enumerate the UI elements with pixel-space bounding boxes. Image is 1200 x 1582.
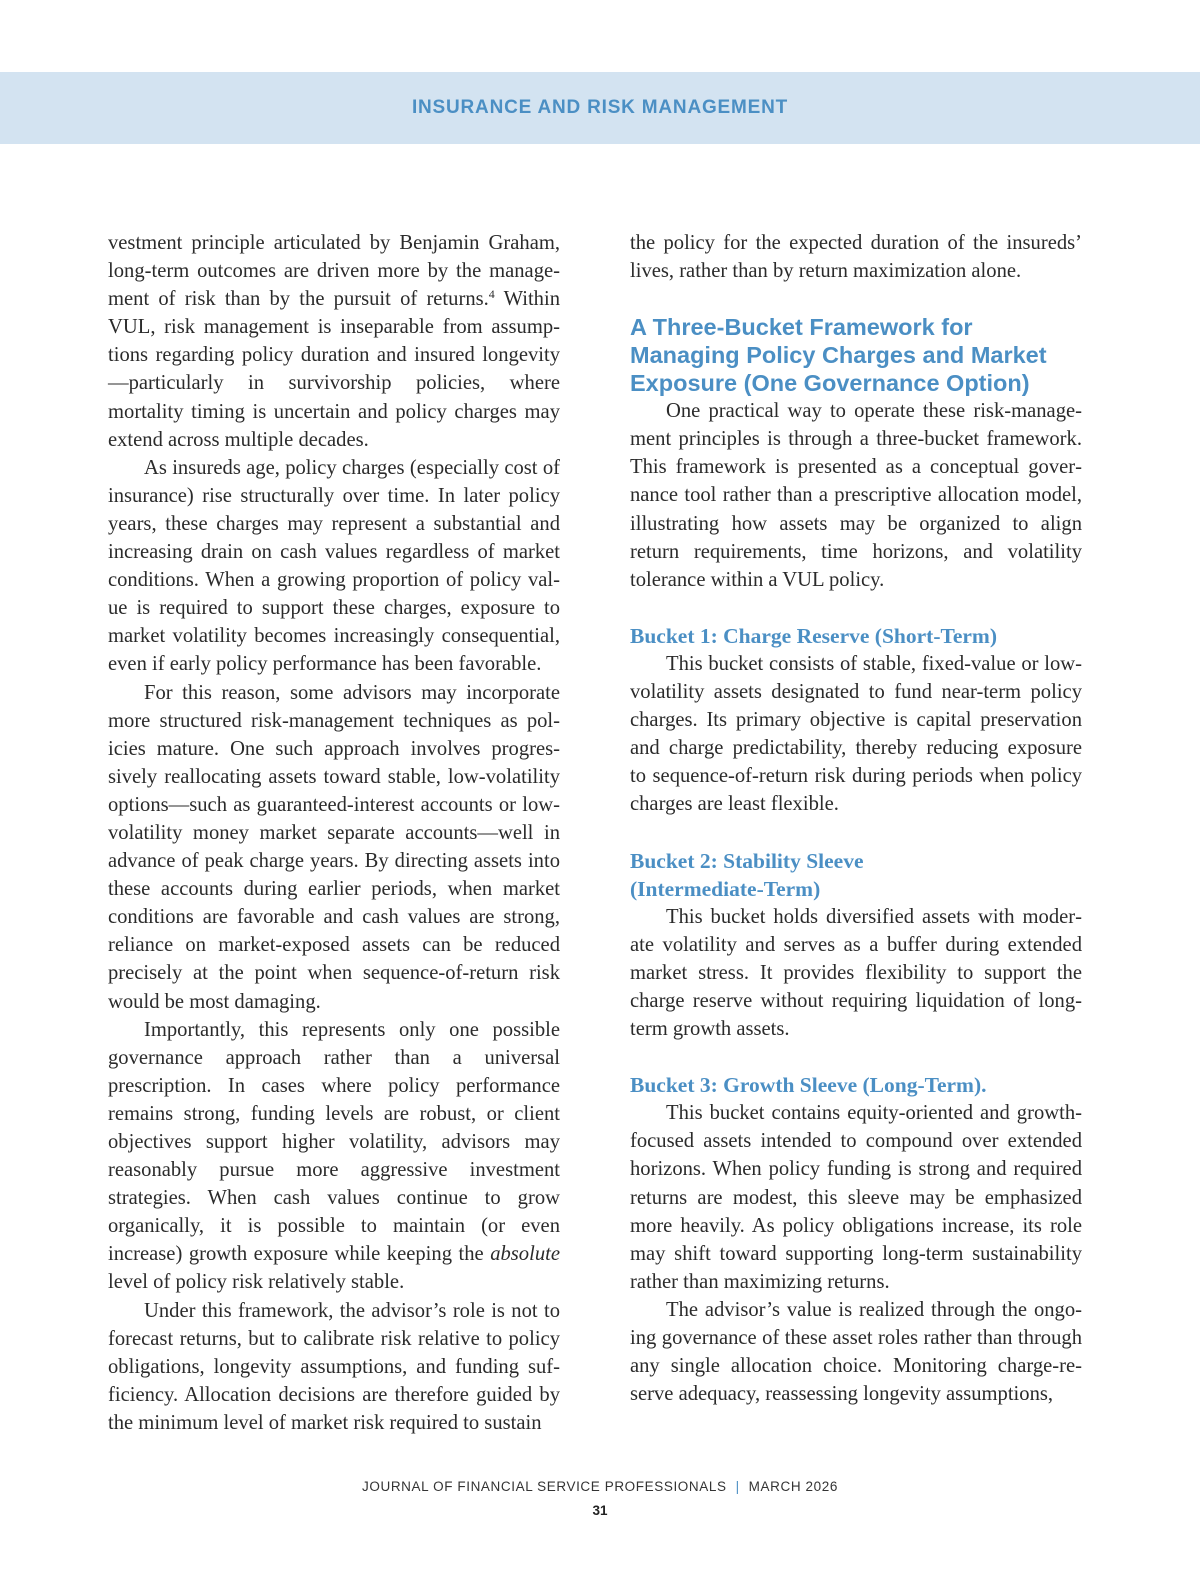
bucket1-heading: Bucket 1: Charge Reserve (Short-Term) [630,623,998,648]
heading-line: Bucket 2: Stability Sleeve [630,848,864,873]
footnote-marker: 4 [488,287,495,302]
left-column [108,229,560,1437]
bucket2-heading [630,847,1082,903]
page-number: 31 [592,1503,608,1518]
spacer [630,594,1082,622]
heading-line: (Intermediate-Term) [630,876,821,901]
section-title: INSURANCE AND RISK MANAGEMENT [411,97,789,118]
paragraph-text: level of policy risk relatively stable. [108,1271,405,1294]
issue-date: MARCH 2026 [748,1479,838,1494]
paragraph-text: Within VUL, risk management is inseparable from assumptions regarding policy duration and insured longevity—particularly in survivorship policies, where mortality timing is uncertain and policy charges may extend across multiple decades. [108,288,560,451]
spacer [630,819,1082,847]
paragraph-text: Importantly, this represents only one possible governance approach rather than a universal prescription. In cases where policy performance remains strong, funding levels are robust, or client objectives support higher volatility, advisors may reasonably pursue more aggressive investment strategies. When cash values continue to grow organically, it is possible to maintain (or even increase) growth exposure while keeping the [108,1018,560,1266]
footer-separator: | [735,1479,740,1494]
paragraph-framework-intro: One practical way to operate these risk-management principles is through a three-bucket framework. This framework is presented as a conceptual governance tool rather than a prescriptive allocation model, illustrating how assets may be organized to align return requirements, time horizons, and volatility tolerance within a VUL policy. [630,400,1082,591]
bucket3-heading: Bucket 3: Growth Sleeve (Long-Term). [630,1073,987,1098]
paragraph-closing: The advisor’s value is realized through the ongoing governance of these asset roles rather than through any single allocation choice. Monitoring charge-reserve adequacy, reassessing longevity assumptions, [630,1298,1082,1406]
paragraph-continuation: the policy for the expected duration of the insureds’ lives, rather than by return maximization alone. [630,232,1082,283]
section-header-band [0,72,1200,144]
paragraph-bucket1: This bucket consists of stable, fixed-value or low-volatility assets designated to fund near-term policy charges. Its primary objective is capital preservation and charge predictability, thereby reducing exposure to sequence-of-return risk during periods when policy charges are least flexible. [630,652,1082,816]
paragraph-bucket3: This bucket contains equity-oriented and growth-focused assets intended to compound over extended horizons. When policy funding is strong and required returns are modest, this sleeve may be emphasized more heavily. As policy obligations increase, its role may shift toward supporting long-term sustainability rather than maximizing returns. [630,1102,1082,1293]
section-heading: A Three-Bucket Framework for Managing Policy Charges and Market Exposure (One Governance Option) [630,314,1047,397]
journal-name: JOURNAL OF FINANCIAL SERVICE PROFESSIONALS [362,1479,727,1494]
paragraph-governance-approach [108,1016,560,1297]
paragraph-policy-charges: As insureds age, policy charges (especially cost of insurance) rise structurally over time. In later policy years, these charges may represent a substantial and increasing drain on cash values regardless of market conditions. When a growing proportion of policy value is required to support these charges, exposure to market volatility becomes increasingly consequential, even if early policy performance has been favorable. [108,456,560,676]
footer-journal-line [0,1479,1200,1494]
paragraph-graham-principle [108,229,560,454]
paragraph-bucket2: This bucket holds diversified assets with moderate volatility and serves as a buffer during extended market stress. It provides flexibility to support the charge reserve without requiring liquidation of long-term growth assets. [630,905,1082,1041]
right-column [630,229,1082,1408]
emphasis-text: absolute [490,1243,560,1266]
spacer [630,1043,1082,1071]
paragraph-advisor-role: Under this framework, the advisor’s role is not to forecast returns, but to calibrate risk relative to policy obligations, longevity assumptions, and funding sufficiency. Allocation decisions are therefore guided by the minimum level of market risk required to sustain [108,1299,560,1434]
paragraph-text: vestment principle articulated by Benjamin Graham, long-term outcomes are driven more by the management of risk than by the pursuit of returns. [108,232,560,311]
paragraph-risk-techniques: For this reason, some advisors may incorporate more structured risk-management techniques as policies mature. One such approach involves progressively reallocating assets toward stable, low-volatility options—such as guaranteed-interest accounts or low-volatility money market separate accounts—well in advance of peak charge years. By directing assets into these accounts during earlier periods, when market conditions are favorable and cash values are strong, reliance on market-exposed assets can be reduced precisely at the point when sequence-of-return risk would be most damaging. [108,681,560,1013]
spacer [630,285,1082,313]
